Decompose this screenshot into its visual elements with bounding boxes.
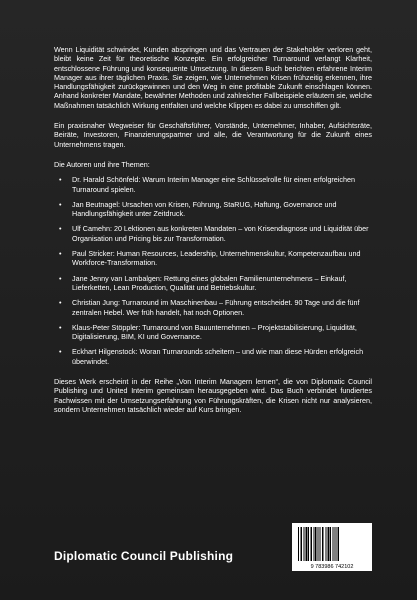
barcode-bar <box>304 527 305 561</box>
barcode-bar <box>330 527 331 561</box>
author-item: • Eckhart Hilgenstock: Woran Turnarounds scheitern – und wie man diese Hürden erfolgreich überwindet. <box>54 347 372 366</box>
barcode-bar <box>333 527 334 561</box>
barcode-bar <box>334 527 335 561</box>
barcode-bar <box>301 527 302 561</box>
barcode-bar <box>311 527 312 561</box>
barcode-bar <box>306 527 308 561</box>
guide-paragraph: Ein praxisnaher Wegweiser für Geschäftsführer, Vorstände, Unternehmer, Inhaber, Aufsichtsräte, Beiräte, Investoren, Finanzierungspartner und alle, die Verantwortung für die Zukunft eines Unternehmens tragen. <box>54 121 372 149</box>
barcode-digits: 9 783986 742102 <box>310 564 354 570</box>
author-item: • Dr. Harald Schönfeld: Warum Interim Manager eine Schlüsselrolle für einen erfolgreichen Turnaround spielen. <box>54 175 372 194</box>
author-item: • Jan Beutnagel: Ursachen von Krisen, Führung, StaRUG, Haftung, Governance und Handlungsfähigkeit unter Zeitdruck. <box>54 200 372 219</box>
barcode-bar <box>320 527 321 561</box>
blurb-text <box>54 45 372 425</box>
barcode-bar <box>310 527 311 561</box>
barcode-bar <box>336 527 337 561</box>
author-item: • Ulf Camehn: 20 Lektionen aus konkreten Mandaten – von Krisendiagnose und Liquidität über Organisation und Pricing bis zur Transformation. <box>54 224 372 243</box>
closing-paragraph: Dieses Werk erscheint in der Reihe „Von Interim Managern lernen“, die von Diplomatic Council Publishing und United Interim gemeinsam herausgegeben wird. Das Buch verbindet fundiertes Fachwissen mit der Umsetzungserfahrung von Führungskräften, die Krisen nicht nur analysieren, sondern Unternehmen tatsächlich wieder auf Kurs bringen. <box>54 377 372 414</box>
authors-list <box>54 175 372 366</box>
barcode-bar <box>300 527 301 561</box>
barcode-bar <box>298 527 299 561</box>
isbn-barcode <box>292 523 372 571</box>
barcode-bar <box>317 527 318 561</box>
barcode-bar <box>326 527 327 561</box>
intro-paragraph: Wenn Liquidität schwindet, Kunden abspringen und das Vertrauen der Stakeholder verloren geht, bleibt keine Zeit für theoretische Konzepte. Ein erfolgreicher Turnaround verlangt Klarheit, entschlossene Führung und konsequente Umsetzung. In diesem Buch berichten erfahrene Interim Manager aus ihrer täglichen Praxis. Sie zeigen, wie Unternehmen Krisen frühzeitig erkennen, ihre Handlungsfähigkeit zurückgewinnen und den Weg in eine profitable Zukunft einschlagen können. Anhand konkreter Mandate, bewährter Methoden und zahlreicher Fallbeispiele erläutern sie, welche Maßnahmen tatsächlich Wirkung entfalten und welche Klippen es dabei zu umschiffen gilt. <box>54 45 372 110</box>
barcode-bar <box>305 527 306 561</box>
author-item: • Christian Jung: Turnaround im Maschinenbau – Führung entscheidet. 90 Tage und die fünf zentralen Hebel. Wer früh handelt, hat noch Optionen. <box>54 298 372 317</box>
barcode-bar <box>314 527 315 561</box>
barcode-graphic <box>292 523 372 571</box>
publisher-name: Diplomatic Council Publishing <box>54 549 234 563</box>
barcode-bar <box>308 527 309 561</box>
author-item: • Jane Jenny van Lambalgen: Rettung eines globalen Familienunternehmens – Einkauf, Lieferketten, Lean Production, Qualität und Betriebskultur. <box>54 274 372 293</box>
barcode-bar <box>324 527 325 561</box>
barcode-bar <box>328 527 330 561</box>
barcode-bar <box>319 527 320 561</box>
barcode-bar <box>327 527 328 561</box>
barcode-bar <box>337 527 338 561</box>
author-item: • Paul Stricker: Human Resources, Leadership, Unternehmenskultur, Kompetenzaufbau und Workforce-Transformation. <box>54 249 372 268</box>
barcode-bar <box>338 527 340 561</box>
author-item: • Klaus-Peter Stöppler: Turnaround von Bauunternehmen – Projektstabilisierung, Liquidität, Digitalisierung, BIM, KI und Governance. <box>54 323 372 342</box>
barcode-bar <box>322 527 323 561</box>
authors-heading: Die Autoren und ihre Themen: <box>54 159 150 169</box>
barcode-bar <box>313 527 314 561</box>
barcode-bar <box>315 527 317 561</box>
